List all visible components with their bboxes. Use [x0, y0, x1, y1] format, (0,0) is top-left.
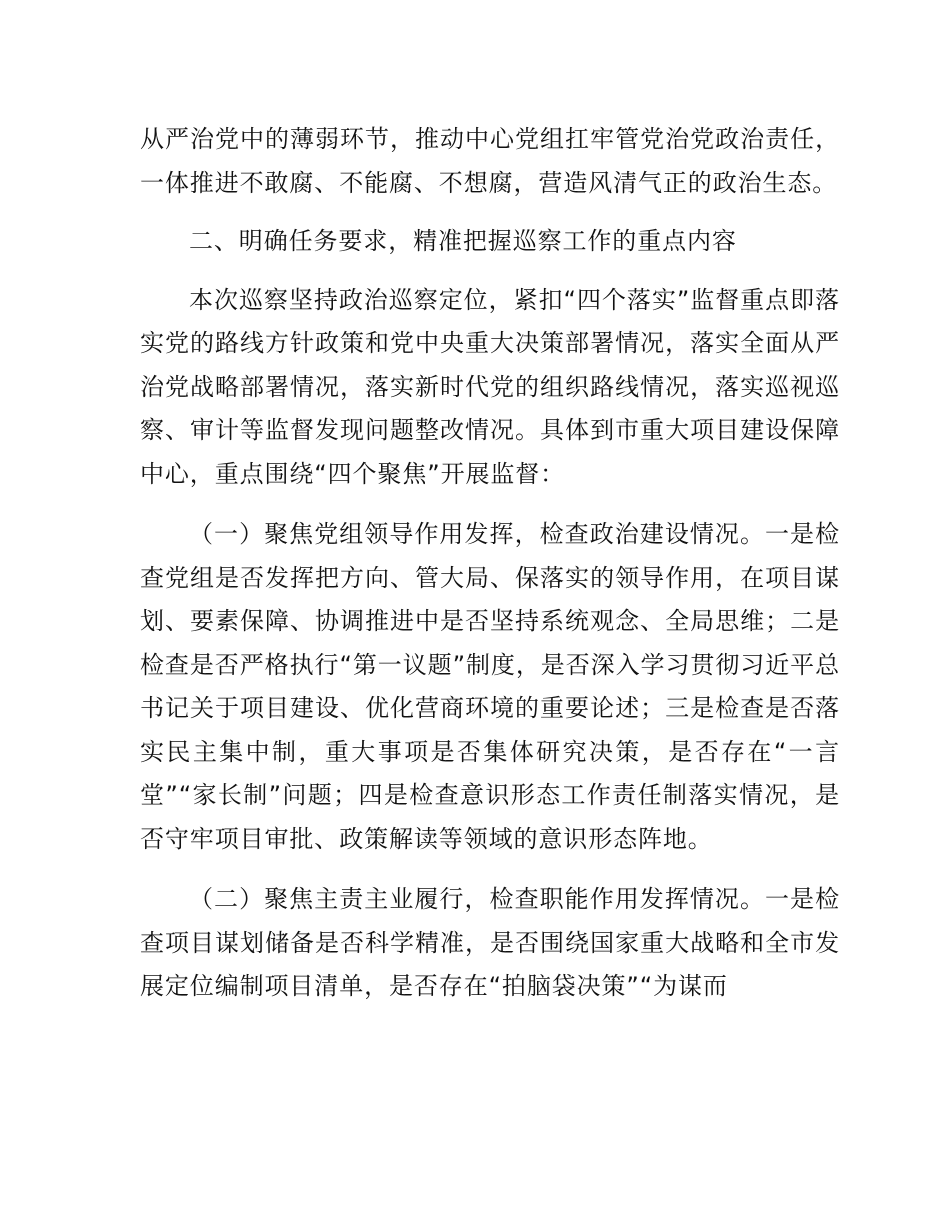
paragraph-overview: 本次巡察坚持政治巡察定位，紧扣“四个落实”监督重点即落实党的路线方针政策和党中央重大决策部署情况，落实全面从严治党战略部署情况，落实新时代党的组织路线情况，落实巡视巡察、审计等监督发现问题整改情况。具体到市重大项目建设保障中心，重点围绕“四个聚焦”开展监督：	[140, 285, 840, 488]
document-page	[140, 118, 840, 1009]
paragraph-continuation: 从严治党中的薄弱环节，推动中心党组扛牢管党治党政治责任，一体推进不敢腐、不能腐、不想腐，营造风清气正的政治生态。	[140, 125, 840, 197]
paragraph-item-one: （一）聚焦党组领导作用发挥，检查政治建设情况。一是检查党组是否发挥把方向、管大局、保落实的领导作用，在项目谋划、要素保障、协调推进中是否坚持系统观念、全局思维；二是检查是否严格执行“第一议题”制度，是否深入学习贯彻习近平总书记关于项目建设、优化营商环境的重要论述；三是检查是否落实民主集中制，重大事项是否集体研究决策，是否存在“一言堂”“家长制”问题；四是检查意识形态工作责任制落实情况，是否守牢项目审批、政策解读等领域的意识形态阵地。	[140, 520, 840, 853]
section-heading: 二、明确任务要求，精准把握巡察工作的重点内容	[189, 227, 737, 255]
paragraph-item-two: （二）聚焦主责主业履行，检查职能作用发挥情况。一是检查项目谋划储备是否科学精准，是否围绕国家重大战略和全市发展定位编制项目清单，是否存在“拍脑袋决策”“为谋而	[140, 885, 840, 1000]
